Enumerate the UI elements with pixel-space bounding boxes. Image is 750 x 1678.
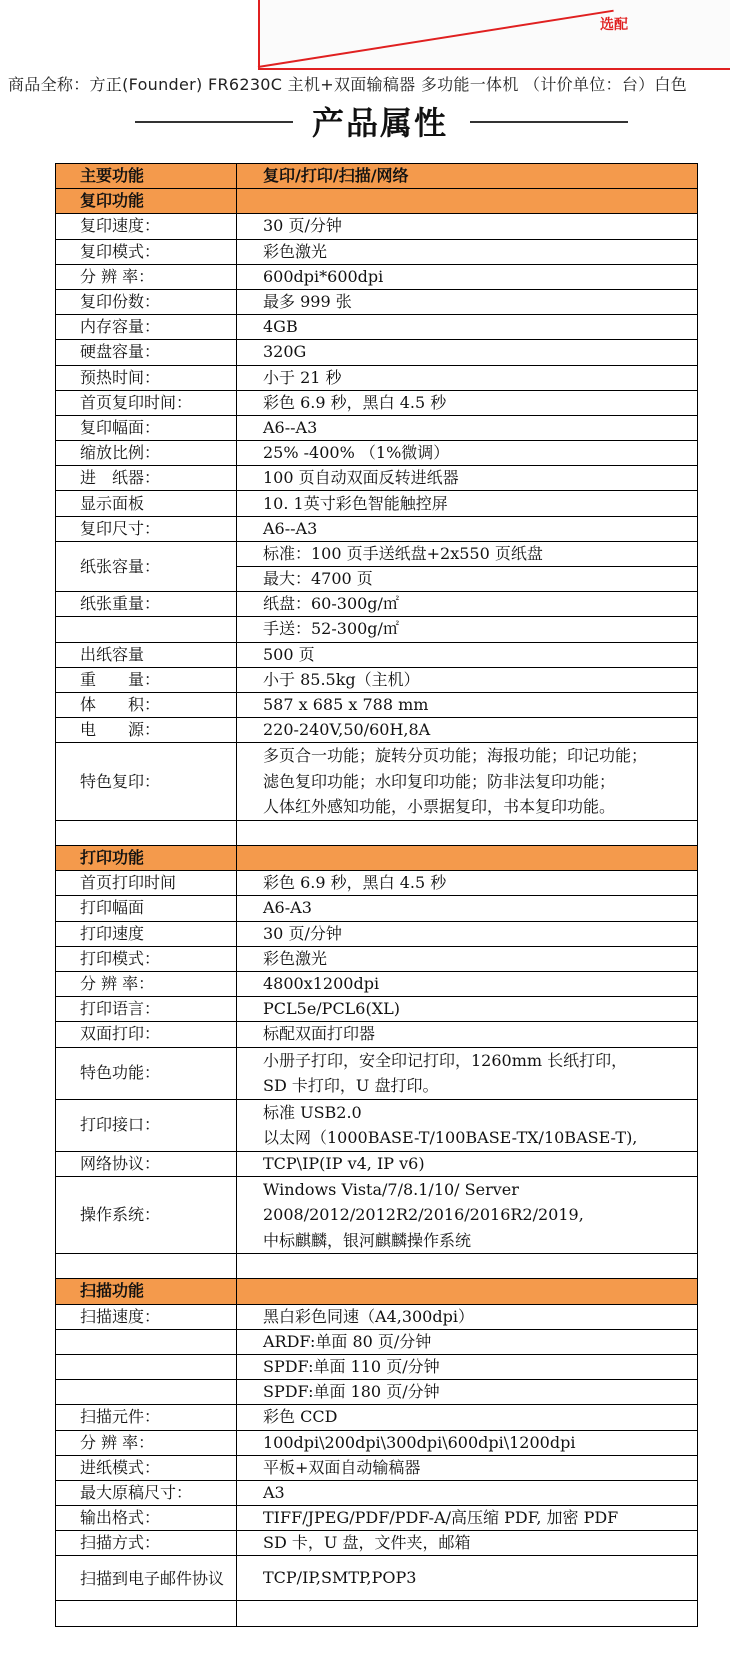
product-image-fragment <box>0 0 750 72</box>
spec-label: 分 辨 率： <box>56 264 237 289</box>
spec-value-line: 多页合一功能；旋转分页功能；海报功能；印记功能； <box>263 746 648 766</box>
spec-label: 最大原稿尺寸： <box>56 1480 237 1505</box>
spec-label <box>56 1601 237 1626</box>
spec-row <box>56 491 698 516</box>
spec-row <box>56 466 698 491</box>
spec-label: 打印模式： <box>56 946 237 971</box>
spec-row <box>56 1176 698 1254</box>
spec-row <box>56 1151 698 1176</box>
spec-row <box>56 415 698 440</box>
spec-label: 扫描方式： <box>56 1531 237 1556</box>
spec-label: 分 辨 率： <box>56 971 237 996</box>
spec-value: 500 页 <box>237 642 698 667</box>
spec-label: 硬盘容量： <box>56 340 237 365</box>
spec-value-line: Windows Vista/7/8.1/10/ Server <box>263 1179 519 1199</box>
spec-value: 4800x1200dpi <box>237 971 698 996</box>
spec-label: 重 量： <box>56 667 237 692</box>
section-title <box>0 98 750 144</box>
section-header-row <box>56 189 698 214</box>
spec-row <box>56 997 698 1022</box>
spec-label: 打印语言： <box>56 997 237 1022</box>
spec-value-line: SD 卡打印，U 盘打印。 <box>263 1076 439 1095</box>
spec-row <box>56 315 698 340</box>
spec-label: 打印功能 <box>56 846 237 871</box>
spec-row <box>56 820 698 845</box>
spec-value <box>237 1176 698 1254</box>
spec-value: 600dpi*600dpi <box>237 264 698 289</box>
spec-label: 进纸模式： <box>56 1455 237 1480</box>
spec-row <box>56 1304 698 1329</box>
spec-row <box>56 1601 698 1626</box>
spec-value <box>237 846 698 871</box>
spec-label: 进 纸器： <box>56 466 237 491</box>
spec-label <box>56 820 237 845</box>
spec-row <box>56 896 698 921</box>
spec-value <box>237 820 698 845</box>
spec-value-line: 滤色复印功能；水印复印功能；防非法复印功能； <box>263 771 616 791</box>
spec-value: PCL5e/PCL6(XL) <box>237 997 698 1022</box>
spec-row <box>56 1329 698 1354</box>
spec-value: TIFF/JPEG/PDF/PDF-A/高压缩 PDF, 加密 PDF <box>237 1506 698 1531</box>
spec-label: 缩放比例： <box>56 441 237 466</box>
spec-value: 100 页自动双面反转进纸器 <box>237 466 698 491</box>
spec-row <box>56 946 698 971</box>
spec-row <box>56 692 698 717</box>
spec-value-line: 中标麒麟，银河麒麟操作系统 <box>263 1230 472 1250</box>
spec-row <box>56 1405 698 1430</box>
spec-value: 纸盘：60-300g/㎡ <box>237 592 698 617</box>
spec-value: ARDF:单面 80 页/分钟 <box>237 1329 698 1354</box>
spec-value: 标配双面打印器 <box>237 1022 698 1047</box>
spec-label: 特色复印： <box>56 743 237 821</box>
spec-value <box>237 1254 698 1279</box>
spec-value: SPDF:单面 180 页/分钟 <box>237 1380 698 1405</box>
spec-label: 复印幅面： <box>56 415 237 440</box>
spec-row <box>56 1556 698 1601</box>
spec-row <box>56 743 698 821</box>
title-divider-left <box>135 121 293 123</box>
spec-label: 分 辨 率： <box>56 1430 237 1455</box>
spec-value: 彩色激光 <box>237 239 698 264</box>
section-header-row <box>56 1279 698 1304</box>
spec-row <box>56 1047 698 1099</box>
spec-value <box>237 1601 698 1626</box>
spec-row <box>56 871 698 896</box>
product-full-name: 商品全称：方正(Founder) FR6230C 主机+双面输稿器 多功能一体机 （计价单位：台）白色 <box>8 75 688 94</box>
spec-row <box>56 592 698 617</box>
spec-label <box>56 1329 237 1354</box>
spec-label: 纸张容量： <box>56 541 237 591</box>
spec-value: SPDF:单面 110 页/分钟 <box>237 1354 698 1379</box>
spec-value: 30 页/分钟 <box>237 214 698 239</box>
spec-value <box>237 1099 698 1151</box>
spec-label: 特色功能： <box>56 1047 237 1099</box>
spec-label: 扫描到电子邮件协议 <box>56 1556 237 1601</box>
spec-row <box>56 264 698 289</box>
spec-row <box>56 718 698 743</box>
spec-row <box>56 1531 698 1556</box>
spec-label: 双面打印： <box>56 1022 237 1047</box>
spec-value: 平板+双面自动输稿器 <box>237 1455 698 1480</box>
spec-label: 扫描功能 <box>56 1279 237 1304</box>
spec-row <box>56 1022 698 1047</box>
spec-value: 30 页/分钟 <box>237 921 698 946</box>
spec-value: 彩色 6.9 秒，黑白 4.5 秒 <box>237 871 698 896</box>
optional-accessory-frame <box>258 0 730 70</box>
spec-row <box>56 1380 698 1405</box>
spec-row <box>56 642 698 667</box>
spec-label: 操作系统： <box>56 1176 237 1254</box>
spec-row <box>56 1480 698 1505</box>
spec-value: 587 x 685 x 788 mm <box>237 692 698 717</box>
spec-table <box>55 163 698 1627</box>
spec-value: 10. 1英寸彩色智能触控屏 <box>237 491 698 516</box>
spec-value: 彩色 6.9 秒，黑白 4.5 秒 <box>237 390 698 415</box>
spec-label: 网络协议： <box>56 1151 237 1176</box>
spec-row <box>56 1506 698 1531</box>
spec-label: 电 源： <box>56 718 237 743</box>
spec-row <box>56 921 698 946</box>
spec-label: 预热时间： <box>56 365 237 390</box>
spec-row <box>56 289 698 314</box>
page-title: 产品属性 <box>311 104 448 142</box>
spec-label: 扫描元件： <box>56 1405 237 1430</box>
spec-value: 彩色 CCD <box>237 1405 698 1430</box>
spec-label: 打印幅面 <box>56 896 237 921</box>
spec-value: 最多 999 张 <box>237 289 698 314</box>
title-divider-right <box>470 121 628 123</box>
section-header-row <box>56 846 698 871</box>
spec-row <box>56 1455 698 1480</box>
spec-label: 复印模式： <box>56 239 237 264</box>
spec-label: 主要功能 <box>56 164 237 189</box>
spec-value: A6-A3 <box>237 896 698 921</box>
spec-label: 内存容量： <box>56 315 237 340</box>
spec-row <box>56 214 698 239</box>
spec-value: A3 <box>237 1480 698 1505</box>
spec-value: 小于 21 秒 <box>237 365 698 390</box>
spec-value: A6--A3 <box>237 415 698 440</box>
spec-label: 复印功能 <box>56 189 237 214</box>
spec-label <box>56 1254 237 1279</box>
spec-row <box>56 1254 698 1279</box>
spec-value: 小于 85.5kg（主机） <box>237 667 698 692</box>
spec-value <box>237 743 698 821</box>
spec-value: 标准：100 页手送纸盘+2x550 页纸盘 <box>237 541 698 566</box>
spec-value: A6--A3 <box>237 516 698 541</box>
spec-row <box>56 541 698 566</box>
spec-row <box>56 1430 698 1455</box>
spec-value: 25% -400% （1%微调） <box>237 441 698 466</box>
spec-label: 打印速度 <box>56 921 237 946</box>
spec-label: 首页打印时间 <box>56 871 237 896</box>
spec-value: 彩色激光 <box>237 946 698 971</box>
spec-label: 扫描速度： <box>56 1304 237 1329</box>
spec-row <box>56 516 698 541</box>
spec-value-line: 以太网（1000BASE-T/100BASE-TX/10BASE-T), <box>263 1128 638 1147</box>
spec-value-line: 人体红外感知功能，小票据复印，书本复印功能。 <box>263 797 616 817</box>
spec-label: 体 积： <box>56 692 237 717</box>
spec-value: 100dpi\200dpi\300dpi\600dpi\1200dpi <box>237 1430 698 1455</box>
spec-value-line: 2008/2012/2012R2/2016/2016R2/2019, <box>263 1205 584 1225</box>
spec-value-line: 小册子打印，安全印记打印，1260mm 长纸打印， <box>263 1050 628 1070</box>
spec-value: 320G <box>237 340 698 365</box>
spec-value: 黑白彩色同速（A4,300dpi） <box>237 1304 698 1329</box>
section-header-row <box>56 164 698 189</box>
spec-value: 220-240V,50/60H,8A <box>237 718 698 743</box>
spec-row <box>56 239 698 264</box>
spec-value: TCP\IP(IP v4, IP v6) <box>237 1151 698 1176</box>
spec-row <box>56 617 698 642</box>
spec-label: 显示面板 <box>56 491 237 516</box>
spec-row <box>56 1354 698 1379</box>
optional-badge: 选配 <box>600 17 628 33</box>
spec-value <box>237 1279 698 1304</box>
spec-row <box>56 441 698 466</box>
spec-row <box>56 667 698 692</box>
spec-label: 复印尺寸： <box>56 516 237 541</box>
spec-value <box>237 189 698 214</box>
spec-value-line: 标准 USB2.0 <box>263 1102 362 1122</box>
spec-label <box>56 1354 237 1379</box>
spec-value: SD 卡，U 盘，文件夹，邮箱 <box>237 1531 698 1556</box>
spec-row <box>56 1099 698 1151</box>
spec-label <box>56 617 237 642</box>
spec-label: 打印接口： <box>56 1099 237 1151</box>
spec-value: 手送：52-300g/㎡ <box>237 617 698 642</box>
spec-row <box>56 971 698 996</box>
spec-value: 4GB <box>237 315 698 340</box>
spec-value: TCP/IP,SMTP,POP3 <box>237 1556 698 1601</box>
spec-label: 输出格式： <box>56 1506 237 1531</box>
spec-label: 出纸容量 <box>56 642 237 667</box>
spec-row <box>56 365 698 390</box>
spec-label: 复印速度： <box>56 214 237 239</box>
spec-value <box>237 1047 698 1099</box>
spec-row <box>56 390 698 415</box>
spec-row <box>56 340 698 365</box>
spec-value: 复印/打印/扫描/网络 <box>237 164 698 189</box>
spec-label: 纸张重量： <box>56 592 237 617</box>
spec-label: 复印份数： <box>56 289 237 314</box>
spec-label <box>56 1380 237 1405</box>
spec-value: 最大：4700 页 <box>237 567 698 592</box>
spec-label: 首页复印时间： <box>56 390 237 415</box>
